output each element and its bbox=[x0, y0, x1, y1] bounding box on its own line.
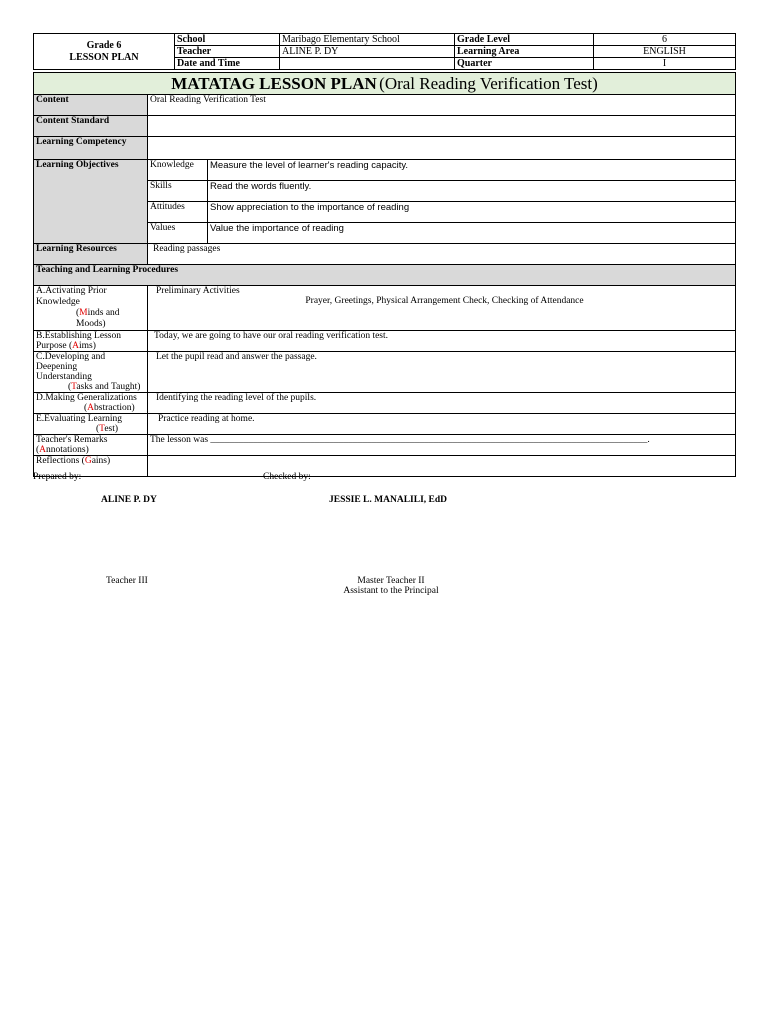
content-value: Oral Reading Verification Test bbox=[148, 95, 736, 116]
objective-text: Show appreciation to the importance of reading bbox=[208, 202, 736, 223]
procedure-e-label: E.Evaluating Learning (Test) bbox=[34, 414, 148, 435]
quarter-label: Quarter bbox=[455, 58, 594, 70]
page-title bbox=[34, 73, 736, 95]
teacher-remarks-value[interactable]: The lesson was ____________________________________________________________________________________________. bbox=[148, 435, 736, 456]
procedure-b-value: Today, we are going to have our oral reading verification test. bbox=[148, 331, 736, 352]
objective-text: Read the words fluently. bbox=[208, 181, 736, 202]
learning-objectives-label: Learning Objectives bbox=[34, 160, 148, 244]
objective-type: Skills bbox=[148, 181, 208, 202]
prepared-role: Teacher III bbox=[106, 576, 148, 586]
reflections-label: Reflections (Gains) bbox=[34, 456, 148, 477]
learning-area-value: ENGLISH bbox=[594, 46, 736, 58]
title-main: MATATAG LESSON PLAN bbox=[171, 73, 377, 93]
content-standard-value bbox=[148, 116, 736, 137]
procedure-d-value: Identifying the reading level of the pupils. bbox=[148, 393, 736, 414]
grade-label: Grade 6 bbox=[86, 39, 122, 51]
learning-competency-value bbox=[148, 137, 736, 160]
checked-name: JESSIE L. MANALILI, EdD bbox=[329, 495, 447, 505]
procedure-a-label: A.Activating Prior Knowledge (Minds and Moods) bbox=[34, 286, 148, 331]
checked-role: Master Teacher II Assistant to the Principal bbox=[343, 576, 439, 596]
learning-resources-value: Reading passages bbox=[148, 244, 736, 265]
date-time-value bbox=[280, 58, 455, 70]
plan-label: LESSON PLAN bbox=[69, 51, 139, 63]
objective-type: Attitudes bbox=[148, 202, 208, 223]
grade-level-label: Grade Level bbox=[455, 34, 594, 46]
teacher-label: Teacher bbox=[175, 46, 280, 58]
procedure-c-label: C.Developing and Deepening Understanding (Tasks and Taught) bbox=[34, 352, 148, 393]
teacher-remarks-label: Teacher's Remarks (Annotations) bbox=[34, 435, 148, 456]
procedure-c-value: Let the pupil read and answer the passage. bbox=[148, 352, 736, 393]
learning-resources-label: Learning Resources bbox=[34, 244, 148, 265]
header-table bbox=[33, 33, 736, 70]
quarter-value: I bbox=[594, 58, 736, 70]
reflections-value[interactable] bbox=[148, 456, 736, 477]
procedure-b-label: B.Establishing Lesson Purpose (Aims) bbox=[34, 331, 148, 352]
objective-text: Measure the level of learner's reading capacity. bbox=[208, 160, 736, 181]
objective-text: Value the importance of reading bbox=[208, 223, 736, 244]
prepared-name: ALINE P. DY bbox=[101, 495, 157, 505]
school-label: School bbox=[175, 34, 280, 46]
content-label: Content bbox=[34, 95, 148, 116]
content-standard-label: Content Standard bbox=[34, 116, 148, 137]
date-time-label: Date and Time bbox=[175, 58, 280, 70]
title-sub: (Oral Reading Verification Test) bbox=[379, 73, 598, 93]
prepared-by-label: Prepared by: bbox=[33, 472, 82, 482]
learning-area-label: Learning Area bbox=[455, 46, 594, 58]
procedure-e-value: Practice reading at home. bbox=[148, 414, 736, 435]
procedure-a-value: Preliminary Activities Prayer, Greetings, Physical Arrangement Check, Checking of Attendance bbox=[148, 286, 736, 331]
school-value: Maribago Elementary School bbox=[280, 34, 455, 46]
learning-competency-label: Learning Competency bbox=[34, 137, 148, 160]
grade-level-value: 6 bbox=[594, 34, 736, 46]
procedures-label: Teaching and Learning Procedures bbox=[34, 265, 736, 286]
checked-by-label: Checked by: bbox=[263, 472, 311, 482]
grade-plan-cell bbox=[34, 34, 175, 70]
teacher-value: ALINE P. DY bbox=[280, 46, 455, 58]
objective-type: Values bbox=[148, 223, 208, 244]
procedure-d-label: D.Making Generalizations (Abstraction) bbox=[34, 393, 148, 414]
lesson-plan-table bbox=[33, 72, 736, 477]
objective-type: Knowledge bbox=[148, 160, 208, 181]
